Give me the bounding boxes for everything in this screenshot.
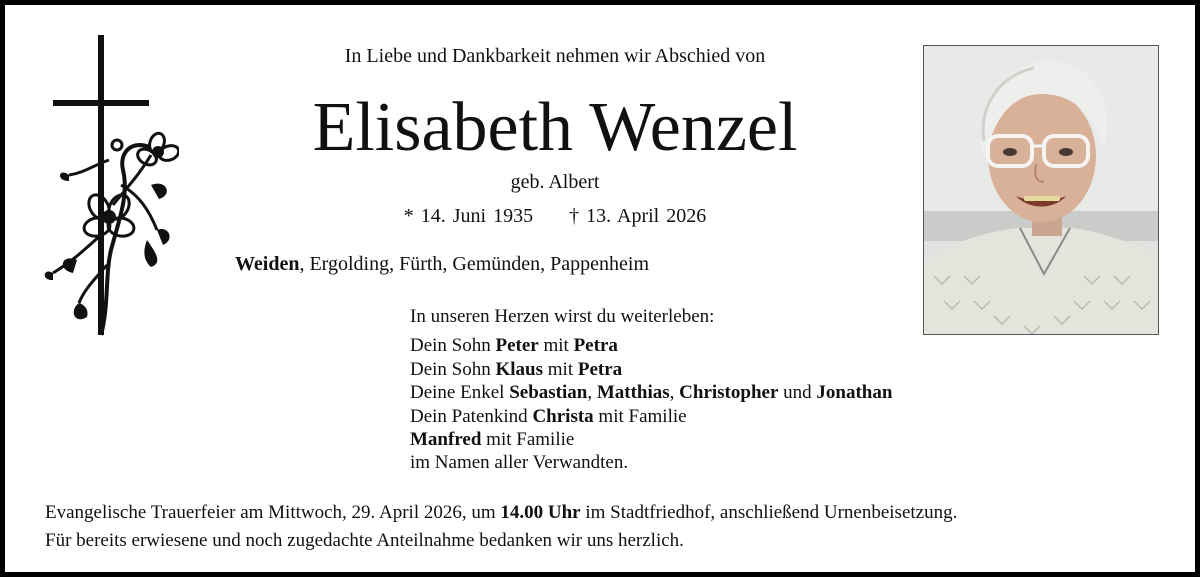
mourner-text: und <box>778 382 817 404</box>
birth-date: * 14. Juni 1935 <box>403 205 534 227</box>
mourner-name: Christopher <box>679 382 779 404</box>
mourner-name: Matthias <box>596 382 670 404</box>
mourner-line: im Namen aller Verwandten. <box>410 452 629 474</box>
thanks-line: Für bereits erwiesene und noch zugedachte Anteilnahme bedanken wir uns herzlich. <box>45 530 684 551</box>
deceased-name: Elisabeth Wenzel <box>312 89 798 166</box>
mourner-text: mit <box>543 358 578 380</box>
cross-with-flowers-icon <box>39 35 179 345</box>
mourner-line <box>410 358 892 381</box>
mourner-name: Petra <box>577 358 623 380</box>
mourner-text: Dein Patenkind <box>410 405 533 427</box>
mourner-line <box>410 334 892 357</box>
mourner-line <box>410 405 892 428</box>
mourner-name: Manfred <box>410 429 482 451</box>
places-others: , Ergolding, Fürth, Gemünden, Pappenheim <box>299 253 650 275</box>
mourner-line <box>410 428 892 451</box>
ceremony-text: Evangelische Trauerfeier am Mittwoch, 29. April 2026, um <box>45 502 501 523</box>
mourner-name: Christa <box>532 405 594 427</box>
mourner-name: Sebastian <box>509 382 588 404</box>
death-date: † 13. April 2026 <box>569 205 707 227</box>
mourner-text: Dein Sohn <box>410 358 496 380</box>
ceremony-line <box>45 499 957 527</box>
birth-name: geb. Albert <box>510 171 600 193</box>
mourner-name: Jonathan <box>816 382 893 404</box>
mourner-name: Peter <box>495 335 539 357</box>
portrait-illustration <box>924 46 1159 335</box>
mourners-list <box>410 305 892 475</box>
footer <box>45 499 957 555</box>
mourner-text: mit Familie <box>481 429 575 451</box>
mourner-text: mit Familie <box>593 405 687 427</box>
mourner-text: Dein Sohn <box>410 335 496 357</box>
place-primary: Weiden <box>235 253 300 275</box>
intro-line: In Liebe und Dankbarkeit nehmen wir Abschied von <box>344 45 766 67</box>
ceremony-time: 14.00 Uhr <box>500 502 581 523</box>
mourners-heading: In unseren Herzen wirst du weiterleben: <box>410 306 715 327</box>
ceremony-text: im Stadtfriedhof, anschließend Urnenbeisetzung. <box>580 502 958 523</box>
mourner-name: Petra <box>573 335 618 357</box>
mourner-text: mit <box>538 335 574 357</box>
life-dates <box>305 205 805 228</box>
mourner-name: Klaus <box>495 358 544 380</box>
mourner-text: , <box>587 382 597 404</box>
mourner-text: , <box>669 382 680 404</box>
mourner-text: Deine Enkel <box>410 382 510 404</box>
portrait-photo <box>923 45 1159 335</box>
places-line <box>235 253 649 276</box>
mourner-line <box>410 381 892 404</box>
